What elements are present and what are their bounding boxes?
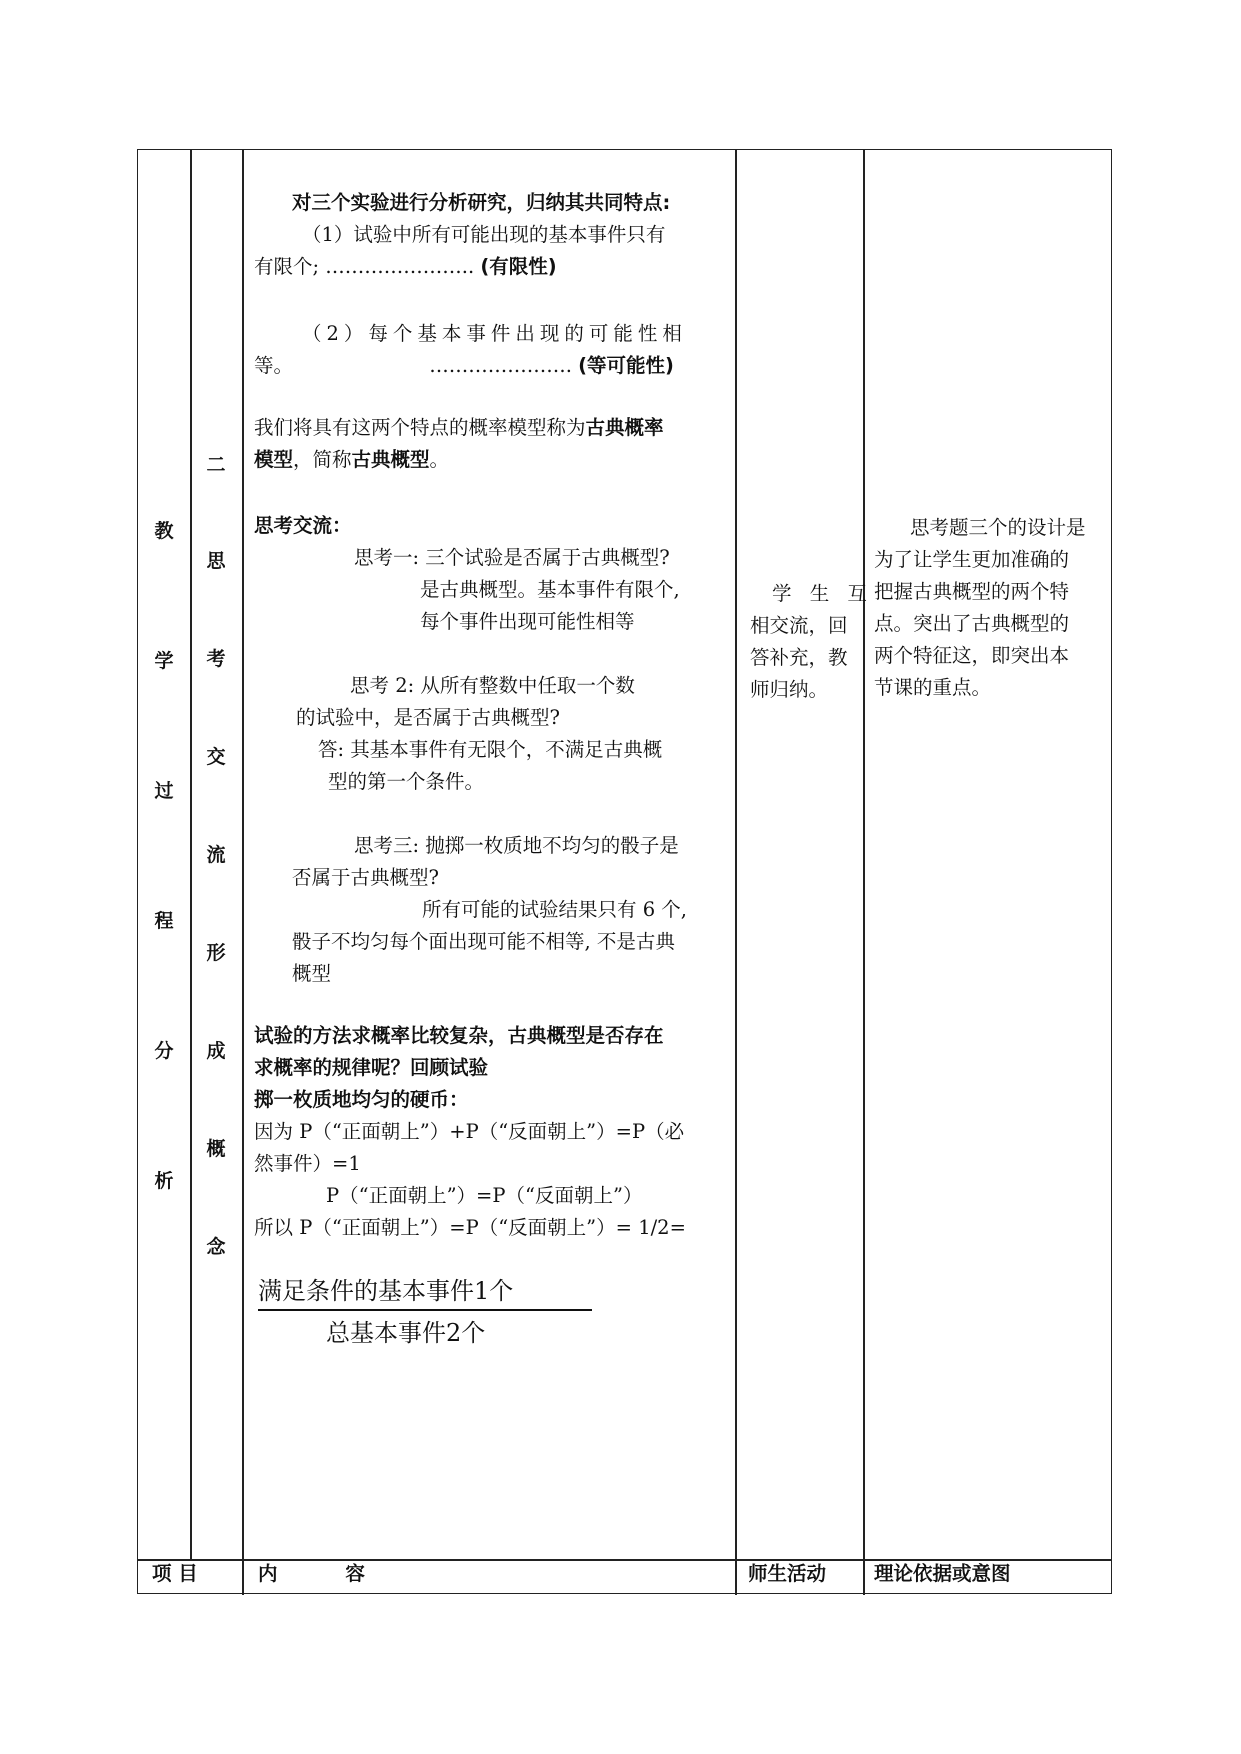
feature1-text: 有限个; xyxy=(254,255,320,278)
lesson-table xyxy=(137,149,1112,1594)
fraction-bar xyxy=(258,1309,592,1311)
model-line1 xyxy=(254,412,664,444)
equation-1: 因为 P（“正面朝上”）+P（“反面朝上”）=P（必 xyxy=(254,1120,685,1143)
analysis-heading: 对三个实验进行分析研究，归纳其共同特点: xyxy=(292,191,671,214)
inner-label-char: 成 xyxy=(206,1040,226,1062)
think-heading: 思考交流： xyxy=(254,514,352,537)
footer-activity: 师生活动 xyxy=(748,1562,827,1585)
feature2-line1: （2）每个基本事件出现的可能性相 xyxy=(302,322,687,345)
activity-line: 师归纳。 xyxy=(750,678,829,701)
inner-label-char: 形 xyxy=(206,942,226,964)
activity-line: 答补充，教 xyxy=(750,646,848,669)
outer-label-char: 程 xyxy=(154,910,174,932)
method-text: 求概率的规律呢？回顾试验 xyxy=(254,1056,489,1079)
method-text: 试验的方法求概率比较复杂，古典概型是否存在 xyxy=(254,1024,664,1047)
model-line2 xyxy=(254,444,449,476)
fraction-numerator: 满足条件的基本事件1个 xyxy=(258,1277,514,1305)
model-text: 我们将具有这两个特点的概率模型称为 xyxy=(254,416,586,439)
outer-label-char: 过 xyxy=(154,780,174,802)
equation-3: 所以 P（“正面朝上”）=P（“反面朝上”）= 1/2= xyxy=(254,1216,686,1239)
question-1: 思考一: 三个试验是否属于古典概型? xyxy=(354,546,670,569)
feature2-line2 xyxy=(254,350,674,382)
inner-label-char: 交 xyxy=(206,746,226,768)
inner-label-char: 流 xyxy=(206,844,226,866)
feature2-tag: (等可能性) xyxy=(578,354,674,377)
col-divider xyxy=(863,150,865,1595)
reasoning-line: 点。突出了古典概型的 xyxy=(874,612,1070,635)
model-text: ，简称 xyxy=(293,448,352,471)
inner-label-char: 考 xyxy=(206,648,226,670)
model-term: 古典概率 xyxy=(585,416,664,439)
reasoning-line: 两个特征这，即突出本 xyxy=(874,644,1070,667)
inner-label-char: 二 xyxy=(206,454,226,476)
question-2-answer: 型的第一个条件。 xyxy=(328,770,485,793)
outer-label-char: 分 xyxy=(154,1040,174,1062)
inner-label-char: 思 xyxy=(206,550,226,572)
question-3: 思考三: 抛掷一枚质地不均匀的骰子是 xyxy=(354,834,679,857)
reasoning-line: 把握古典概型的两个特 xyxy=(874,580,1070,603)
feature1-line2 xyxy=(254,251,557,283)
reasoning-line: 思考题三个的设计是 xyxy=(910,516,1086,539)
fraction-denominator: 总基本事件2个 xyxy=(326,1319,486,1347)
equation-2: P（“正面朝上”）=P（“反面朝上”） xyxy=(326,1184,643,1207)
question-3-answer: 概型 xyxy=(292,962,332,985)
question-3-answer: 骰子不均匀每个面出现可能不相等, 不是古典 xyxy=(292,930,675,953)
reasoning-line: 节课的重点。 xyxy=(874,676,992,699)
outer-label-char: 教 xyxy=(154,520,174,542)
question-2: 思考 2: 从所有整数中任取一个数 xyxy=(350,674,635,697)
outer-label-char: 学 xyxy=(154,650,174,672)
model-text: 。 xyxy=(429,448,450,471)
feature2-text: 等。 xyxy=(254,354,294,377)
model-term: 模型 xyxy=(254,448,294,471)
inner-label-char: 概 xyxy=(206,1138,226,1160)
feature1-dots: ………………….. xyxy=(325,255,475,278)
question-2-answer: 答: 其基本事件有无限个，不满足古典概 xyxy=(318,738,663,761)
feature1-line1: （1）试验中所有可能出现的基本事件只有 xyxy=(302,223,666,246)
activity-line: 学 生 互 xyxy=(772,582,873,605)
activity-cell xyxy=(750,578,873,706)
outer-label-column xyxy=(144,150,184,1550)
reasoning-line: 为了让学生更加准确的 xyxy=(874,548,1070,571)
question-2: 的试验中，是否属于古典概型? xyxy=(296,706,560,729)
question-3: 否属于古典概型? xyxy=(292,866,439,889)
inner-label-char: 念 xyxy=(206,1236,226,1258)
question-1-answer: 每个事件出现可能性相等 xyxy=(420,610,635,633)
model-short-term: 古典概型 xyxy=(351,448,430,471)
coin-heading: 掷一枚质地均匀的硬币： xyxy=(254,1088,469,1111)
activity-line: 相交流，回 xyxy=(750,614,848,637)
feature2-dots: …………………. xyxy=(429,354,572,377)
footer-content: 内 容 xyxy=(258,1562,365,1585)
reasoning-cell xyxy=(874,512,1104,704)
equation-1: 然事件）=1 xyxy=(254,1152,361,1175)
col-divider xyxy=(190,150,192,1560)
footer-item: 项 目 xyxy=(152,1562,198,1585)
col-divider xyxy=(735,150,737,1595)
question-1-answer: 是古典概型。基本事件有限个, xyxy=(420,578,680,601)
col-divider xyxy=(242,150,244,1595)
inner-label-column xyxy=(196,150,236,1550)
feature1-tag: (有限性) xyxy=(480,255,557,278)
outer-label-char: 析 xyxy=(154,1170,174,1192)
footer-basis: 理论依据或意图 xyxy=(874,1562,1011,1585)
question-3-answer: 所有可能的试验结果只有 6 个, xyxy=(422,898,688,921)
